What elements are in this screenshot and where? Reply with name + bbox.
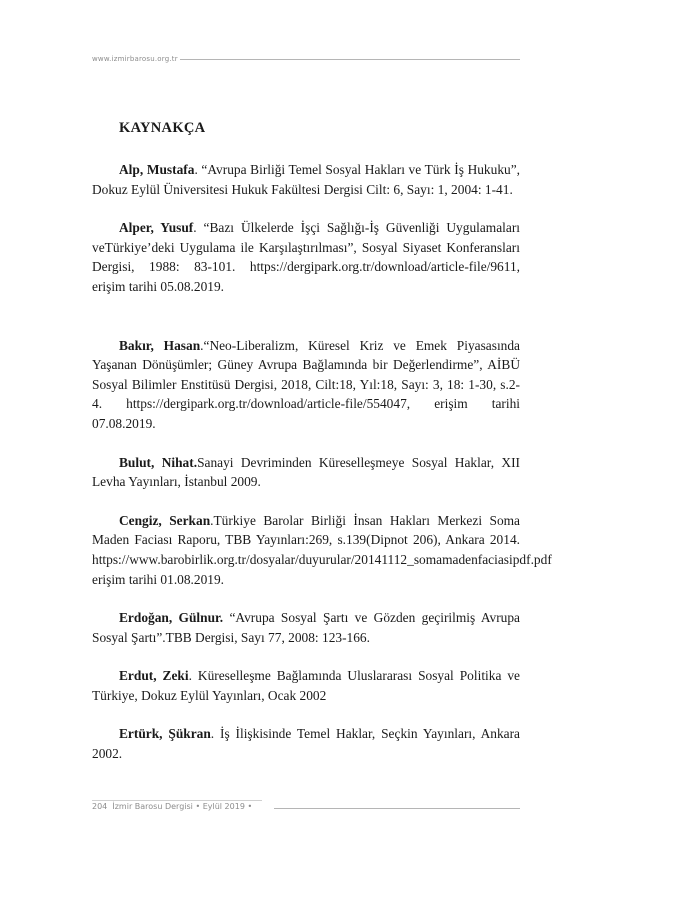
footer-trail: •	[247, 802, 253, 811]
header-url: www.izmirbarosu.org.tr	[92, 55, 178, 63]
reference-text: “Avrupa Sosyal Şartı ve Gözden geçirilmiş Avrupa Sosyal Şartı”.TBB Dergisi, Sayı 77, 2008: 123-166.	[92, 610, 520, 645]
page-header	[92, 53, 520, 65]
reference-entry	[92, 511, 552, 589]
reference-entry	[92, 724, 520, 763]
section-heading: KAYNAKÇA	[119, 120, 206, 136]
reference-author: Alper, Yusuf	[119, 220, 194, 236]
reference-list	[92, 160, 552, 764]
reference-text: . “Avrupa Birliği Temel Sosyal Hakları ve Türk İş Hukuku”, Dokuz Eylül Üniversitesi Hukuk Fakültesi Dergisi Cilt: 6, Sayı: 1, 2004: 1-41.	[92, 162, 521, 197]
reference-author: Bulut, Nihat.	[119, 454, 198, 470]
issue-date: Eylül 2019	[202, 802, 245, 811]
reference-text: .Türkiye Barolar Birliği İnsan Hakları Merkezi Soma Maden Faciası Raporu, TBB Yayınları:269, s.139(Dipnot 206), Ankara 2014. https://www.barobirlik.org.tr/dosyalar/duyurular/20141112_somamadenfaciasipdf.pdf erişim tarihi 01.08.2019.	[92, 512, 552, 587]
reference-text: Sanayi Devriminden Küreselleşmeye Sosyal Haklar, XII Levha Yayınları, İstanbul 2009.	[92, 454, 520, 490]
reference-entry	[92, 336, 520, 434]
reference-text: . “Bazı Ülkelerde İşçi Sağlığı-İş Güvenliği Uygulamaları veTürkiye’deki Uygulama ile Karşılaştırılması”, Sosyal Siyaset Konferansları Dergisi, 1988: 83-101. https://dergipark.org.tr/download/article-file/9611, erişim tarihi 05.08.2019.	[92, 220, 521, 294]
journal-name: İzmir Barosu Dergisi	[112, 802, 193, 811]
footer-text	[92, 800, 252, 814]
page-footer	[92, 800, 520, 814]
reference-author: Alp, Mustafa	[119, 162, 195, 177]
reference-entry	[92, 218, 520, 296]
reference-author: Erdut, Zeki	[119, 668, 189, 684]
reference-author: Bakır, Hasan	[119, 337, 201, 353]
reference-author: Ertürk, Şükran	[119, 726, 211, 742]
reference-author: Cengiz, Serkan	[119, 512, 211, 528]
page-number: 204	[92, 802, 108, 811]
reference-author: Erdoğan, Gülnur.	[119, 610, 224, 626]
reference-text: .“Neo-Liberalizm, Küresel Kriz ve Emek Piyasasında Yaşanan Dönüşümler; Güney Avrupa Bağlamında bir Değerlendirme”, AİBÜ Sosyal Bilimler Enstitüsü Dergisi, 2018, Cilt:18, Yıl:18, Sayı: 3, 18: 1-30, s.2-4. https://dergipark.org.tr/download/article-file/554047, erişim tarihi 07.08.2019.	[92, 337, 520, 431]
reference-entry	[92, 160, 520, 199]
footer-rule	[274, 808, 520, 809]
reference-text: . İş İlişkisinde Temel Haklar, Seçkin Yayınları, Ankara 2002.	[92, 726, 520, 762]
reference-entry	[92, 608, 520, 647]
reference-entry	[92, 666, 520, 705]
reference-text: . Küreselleşme Bağlamında Uluslararası Sosyal Politika ve Türkiye, Dokuz Eylül Yayınları, Ocak 2002	[92, 668, 521, 703]
reference-entry	[92, 453, 520, 492]
header-rule	[180, 59, 520, 60]
footer-separator: •	[195, 802, 201, 811]
